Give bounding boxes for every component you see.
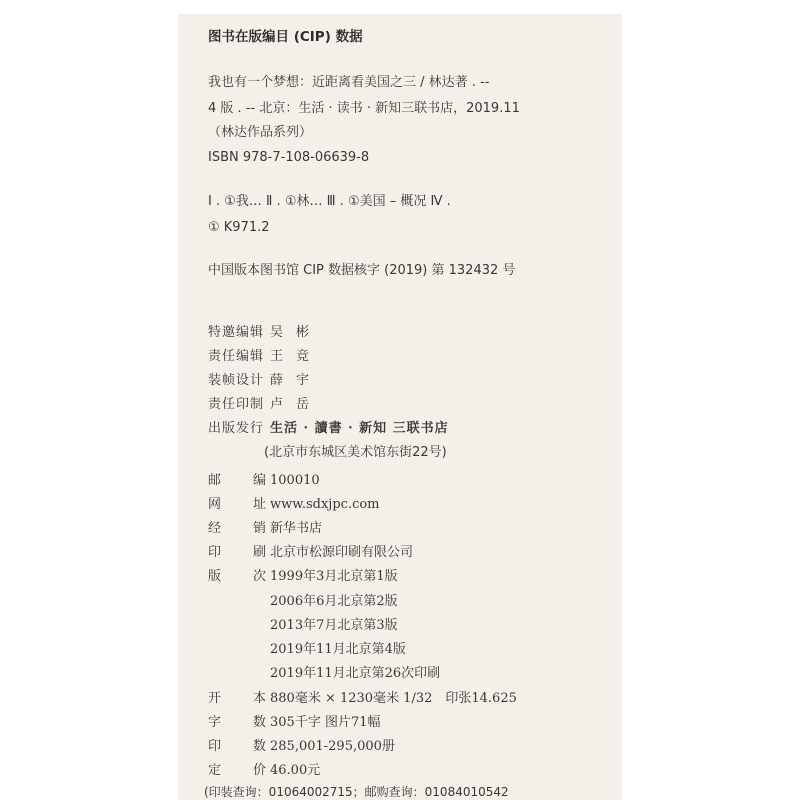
- distributor: 新华书店: [270, 521, 323, 536]
- credit-label: 特邀编辑: [208, 325, 265, 340]
- isbn: ISBN 978-7-108-06639-8: [208, 150, 370, 165]
- word-count: 305千字 图片71幅: [270, 715, 381, 730]
- credit-label: 出版发行: [208, 421, 265, 436]
- detail-label: 网 址: [208, 497, 266, 512]
- price: 46.00元: [270, 763, 321, 778]
- cip-approval-number: 中国版本图书馆 CIP 数据核字 (2019) 第 132432 号: [208, 263, 516, 278]
- publisher-address: (北京市东城区美术馆东街22号): [264, 445, 447, 460]
- postal-code: 100010: [270, 473, 320, 488]
- website-link[interactable]: www.sdxjpc.com: [270, 497, 380, 512]
- series-name: （林达作品系列）: [208, 125, 313, 140]
- classification-number: ① K971.2: [208, 220, 270, 235]
- credit-label: 责任编辑: [208, 349, 265, 364]
- edition-entry: 2019年11月北京第4版: [270, 642, 406, 657]
- edition-entry: 2006年6月北京第2版: [270, 594, 398, 609]
- credit-value: 薛 宇: [270, 373, 310, 388]
- cip-line: 4 版 . -- 北京：生活 · 读书 · 新知三联书店，2019.11: [208, 101, 520, 116]
- spec-label: 字 数: [208, 715, 266, 730]
- credit-value: 吴 彬: [270, 325, 310, 340]
- spec-label: 定 价: [208, 763, 266, 778]
- detail-label: 经 销: [208, 521, 266, 536]
- credit-value: 王 竞: [270, 349, 310, 364]
- cip-heading: 图书在版编目 (CIP) 数据: [208, 29, 363, 45]
- detail-label: 版 次: [208, 569, 266, 584]
- print-run: 285,001-295,000册: [270, 739, 395, 754]
- spec-label: 开 本: [208, 691, 266, 706]
- format-size: 880毫米 × 1230毫米 1/32 印张14.625: [270, 691, 517, 706]
- credit-value: 卢 岳: [270, 397, 310, 412]
- detail-label: 邮 编: [208, 473, 266, 488]
- edition-first: 1999年3月北京第1版: [270, 569, 398, 584]
- copyright-page: [178, 14, 622, 800]
- printer: 北京市松源印刷有限公司: [270, 545, 414, 560]
- footer-contact-note: (印装查询：01064002715；邮购查询：01084010542: [204, 785, 509, 799]
- detail-label: 印 刷: [208, 545, 266, 560]
- spec-label: 印 数: [208, 739, 266, 754]
- classification-line: Ⅰ . ①我… Ⅱ . ①林… Ⅲ . ①美国 – 概况 Ⅳ .: [208, 194, 451, 209]
- cip-line: 我也有一个梦想：近距离看美国之三 / 林达著 . --: [208, 75, 490, 90]
- edition-entry: 2013年7月北京第3版: [270, 618, 398, 633]
- edition-entry: 2019年11月北京第26次印刷: [270, 666, 441, 681]
- credit-label: 装帧设计: [208, 373, 265, 388]
- publisher-name: 生活 · 讀書 · 新知 三联书店: [270, 421, 449, 436]
- credit-label: 责任印制: [208, 397, 265, 412]
